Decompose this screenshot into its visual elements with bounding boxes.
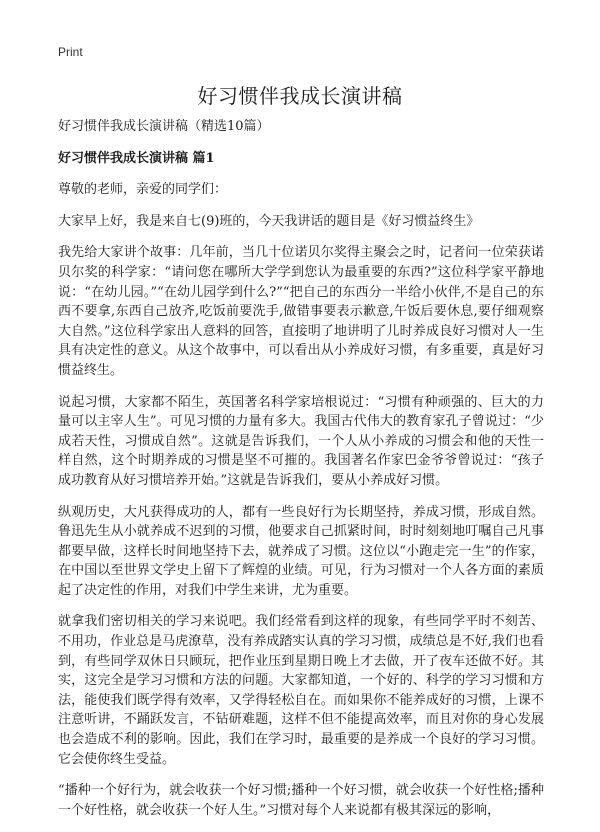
document-subtitle: 好习惯伴我成长演讲稿（精选10篇）	[58, 119, 270, 134]
paragraph-intro: 大家早上好，我是来自七(9)班的，今天我讲话的题目是《好习惯益终生》	[58, 213, 480, 229]
document-body	[58, 117, 544, 832]
paragraph-greeting: 尊敬的老师，亲爱的同学们：	[58, 182, 228, 198]
paragraph-closing: “播种一个好行为，就会收获一个好习惯;播种一个好习惯，就会收获一个好性格;播种一个好性格，就会收获一个好人生。”习惯对每个人来说都有极其深远的影响，	[58, 783, 544, 818]
paragraph-history: 纵观历史，大凡获得成功的人，都有一些良好行为长期坚持，养成习惯，形成自然。鲁迅先生从小就养成不迟到的习惯，他要求自己抓紧时间，时时刻刻地叮嘱自己凡事都要早做，这样长时间地坚持下去，就养成了习惯。这位以“小跑走完一生”的作家，在中国以至世界文学史上留下了辉煌的业绩。可见，行为习惯对一个人各方面的素质起了决定性的作用，对我们中学生来讲，尤为重要。	[58, 504, 544, 598]
document-title: 好习惯伴我成长演讲稿	[197, 84, 403, 108]
print-link[interactable]: Print	[58, 45, 83, 59]
paragraph-quotes: 说起习惯，大家都不陌生，英国著名科学家培根说过：“习惯有种顽强的、巨大的力量可以主宰人生”。可见习惯的力量有多大。我国古代伟大的教育家孔子曾说过：“少成若天性，习惯成自然”。这就是告诉我们，一个人从小养成的习惯会和他的天性一样自然，这个时期养成的习惯是坚不可摧的。我国著名作家巴金爷爷曾说过：“孩子成功教育从好习惯培养开始。”这就是告诉我们，要从小养成好习惯。	[58, 394, 544, 488]
section-heading: 好习惯伴我成长演讲稿 篇1	[58, 150, 215, 166]
paragraph-story: 我先给大家讲个故事：几年前，当几十位诺贝尔奖得主聚会之时，记者问一位荣获诺贝尔奖的科学家：“请问您在哪所大学学到您认为最重要的东西?”这位科学家平静地说：“在幼儿园。”“在幼儿园学到什么?”“把自己的东西分一半给小伙伴,不是自己的东西不要拿,东西自己放齐,吃饭前要洗手,做错事要表示歉意,午饭后要休息,要仔细观察大自然。”这位科学家出人意料的回答，直接明了地讲明了儿时养成良好习惯对人一生具有决定性的意义。从这个故事中，可以看出从小养成好习惯，有多重要，真是好习惯益终生。	[58, 245, 544, 378]
paragraph-study: 就拿我们密切相关的学习来说吧。我们经常看到这样的现象，有些同学平时不刻苦、不用功，作业总是马虎潦草，没有养成踏实认真的学习习惯，成绩总是不好,我们也看到，有些同学双休日只顾玩，把作业压到星期日晚上才去做，开了夜车还做不好。其实，这完全是学习习惯和方法的问题。大家都知道，一个好的、科学的学习习惯和方法，能使我们既学得有效率，又学得轻松自在。而如果你不能养成好的习惯，上课不注意听讲，不踊跃发言，不钻研难题，这样不但不能提高效率，而且对你的身心发展也会造成不利的影响。因此，我们在学习时，最重要的是养成一个良好的学习习惯。它会使你终生受益。	[58, 614, 544, 767]
